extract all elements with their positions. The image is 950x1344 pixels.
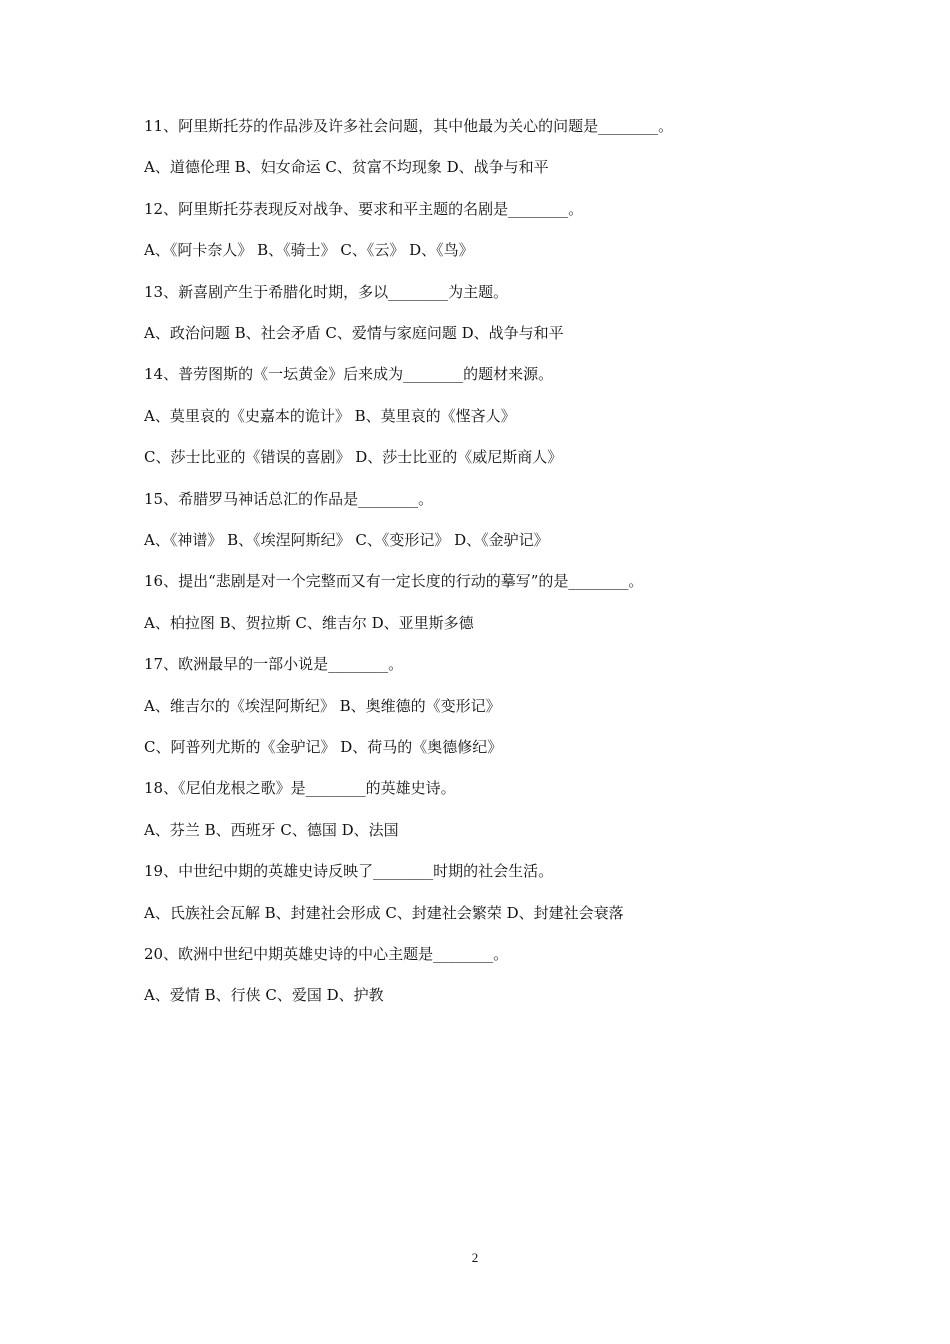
- question-options: A、政治问题 B、社会矛盾 C、爱情与家庭问题 D、战争与和平: [144, 324, 564, 342]
- question-options: C、阿普列尤斯的《金驴记》 D、荷马的《奥德修纪》: [144, 738, 503, 756]
- question-options: A、爱情 B、行侠 C、爱国 D、护教: [144, 986, 384, 1005]
- question-stem: 17、欧洲最早的一部小说是________。: [144, 655, 404, 674]
- question-stem: 12、阿里斯托芬表现反对战争、要求和平主题的名剧是________。: [144, 199, 584, 218]
- question-stem: 11、阿里斯托芬的作品涉及许多社会问题，其中他最为关心的问题是________。: [144, 117, 674, 135]
- question-stem: 15、希腊罗马神话总汇的作品是________。: [144, 489, 434, 508]
- question-stem: 14、普劳图斯的《一坛黄金》后来成为________的题材来源。: [144, 365, 554, 384]
- question-options: A、维吉尔的《埃涅阿斯纪》 B、奥维德的《变形记》: [144, 696, 501, 715]
- question-options: A、道德伦理 B、妇女命运 C、贫富不均现象 D、战争与和平: [144, 158, 549, 177]
- question-stem: 19、中世纪中期的英雄史诗反映了________时期的社会生活。: [144, 862, 554, 881]
- question-options: C、莎士比亚的《错误的喜剧》 D、莎士比亚的《威尼斯商人》: [144, 448, 563, 467]
- question-options: A、柏拉图 B、贺拉斯 C、维吉尔 D、亚里斯多德: [144, 613, 474, 632]
- page-number: 2: [471, 1250, 479, 1265]
- question-stem: 18、《尼伯龙根之歌》是________的英雄史诗。: [144, 779, 456, 798]
- question-stem: 20、欧洲中世纪中期英雄史诗的中心主题是________。: [144, 945, 509, 963]
- question-stem: 13、新喜剧产生于希腊化时期，多以________为主题。: [144, 282, 509, 301]
- question-stem: 16、提出“悲剧是对一个完整而又有一定长度的行动的摹写”的是________。: [144, 572, 644, 591]
- question-options: A、《神谱》 B、《埃涅阿斯纪》 C、《变形记》 D、《金驴记》: [144, 531, 549, 549]
- question-options: A、氏族社会瓦解 B、封建社会形成 C、封建社会繁荣 D、封建社会衰落: [144, 903, 624, 922]
- question-options: A、莫里哀的《史嘉本的诡计》 B、莫里哀的《悭吝人》: [144, 406, 516, 425]
- question-options: A、芬兰 B、西班牙 C、德国 D、法国: [144, 820, 399, 839]
- question-options: A、《阿卡奈人》 B、《骑士》 C、《云》 D、《鸟》: [144, 241, 474, 260]
